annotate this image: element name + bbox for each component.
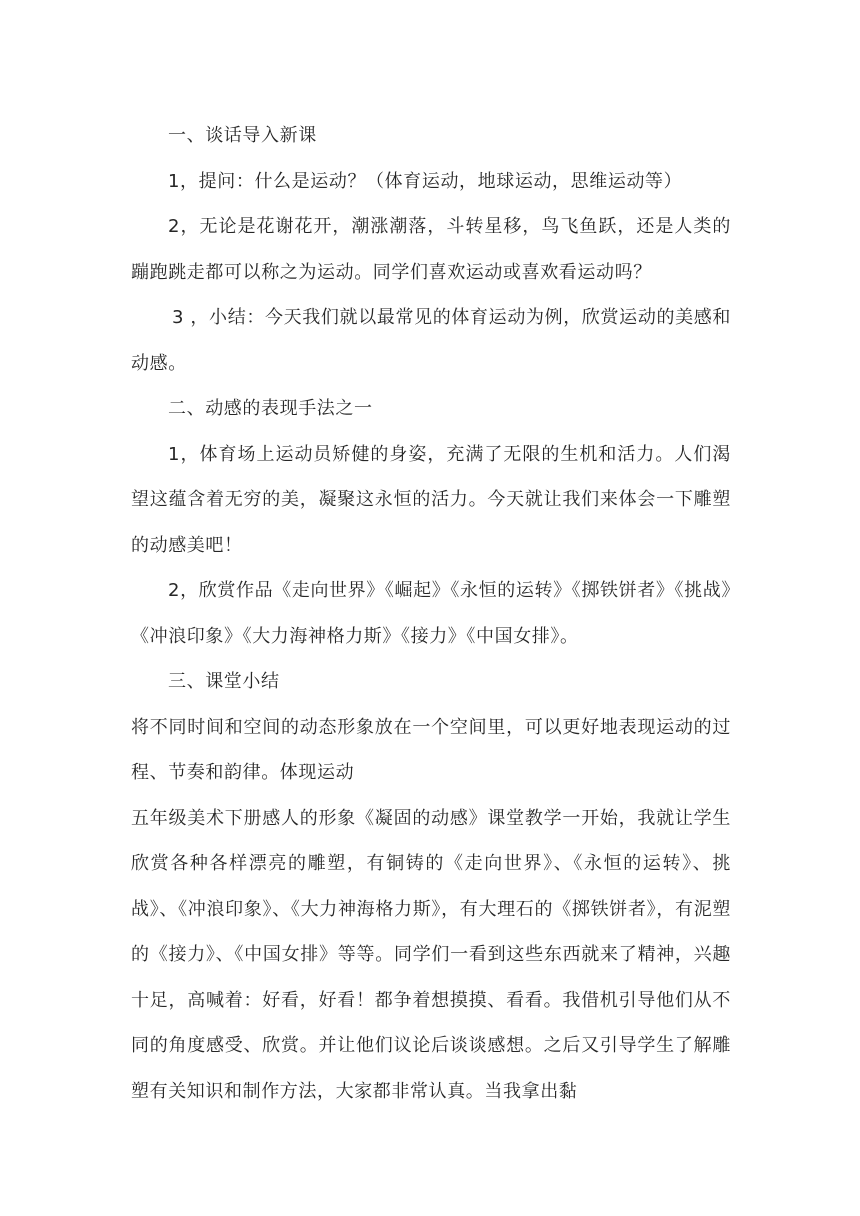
- paragraph-athletes: 1，体育场上运动员矫健的身姿，充满了无限的生机和活力。人们渴望这蕴含着无穷的美，凝聚这永恒的活力。今天就让我们来体会一下雕塑的动感美吧！: [131, 443, 731, 556]
- paragraph-motion-examples: 2，无论是花谢花开，潮涨潮落，斗转星移，鸟飞鱼跃，还是人类的蹦跑跳走都可以称之为运动。同学们喜欢运动或喜欢看运动吗？: [131, 216, 731, 283]
- section-heading-intro: 一、谈话导入新课: [168, 125, 317, 146]
- document-body: [131, 113, 731, 1114]
- paragraph-artworks: 2，欣赏作品《走向世界》《崛起》《永恒的运转》《掷铁饼者》《挑战》《冲浪印象》《大力海神格力斯》《接力》《中国女排》。: [131, 580, 731, 647]
- paragraph-conclusion: 将不同时间和空间的动态形象放在一个空间里，可以更好地表现运动的过程、节奏和韵律。体现运动: [131, 716, 731, 783]
- section-heading-technique: 二、动感的表现手法之一: [168, 398, 373, 419]
- paragraph-summary: 3 ，小结：今天我们就以最常见的体育运动为例，欣赏运动的美感和动感。: [131, 307, 731, 374]
- paragraph-reflection: 五年级美术下册感人的形象《凝固的动感》课堂教学一开始，我就让学生欣赏各种各样漂亮的雕塑，有铜铸的《走向世界》、《永恒的运转》、挑战》、《冲浪印象》、《大力神海格力斯》，有大理石的《掷铁饼者》，有泥塑的《接力》、《中国女排》等等。同学们一看到这些东西就来了精神，兴趣十足，高喊着：好看，好看！都争着想摸摸、看看。我借机引导他们从不同的角度感受、欣赏。并让他们议论后谈谈感想。之后又引导学生了解雕塑有关知识和制作方法，大家都非常认真。当我拿出黏: [131, 807, 731, 1102]
- paragraph-question: 1，提问：什么是运动？（体育运动，地球运动，思维运动等）: [168, 170, 683, 192]
- section-heading-conclusion: 三、课堂小结: [168, 671, 280, 692]
